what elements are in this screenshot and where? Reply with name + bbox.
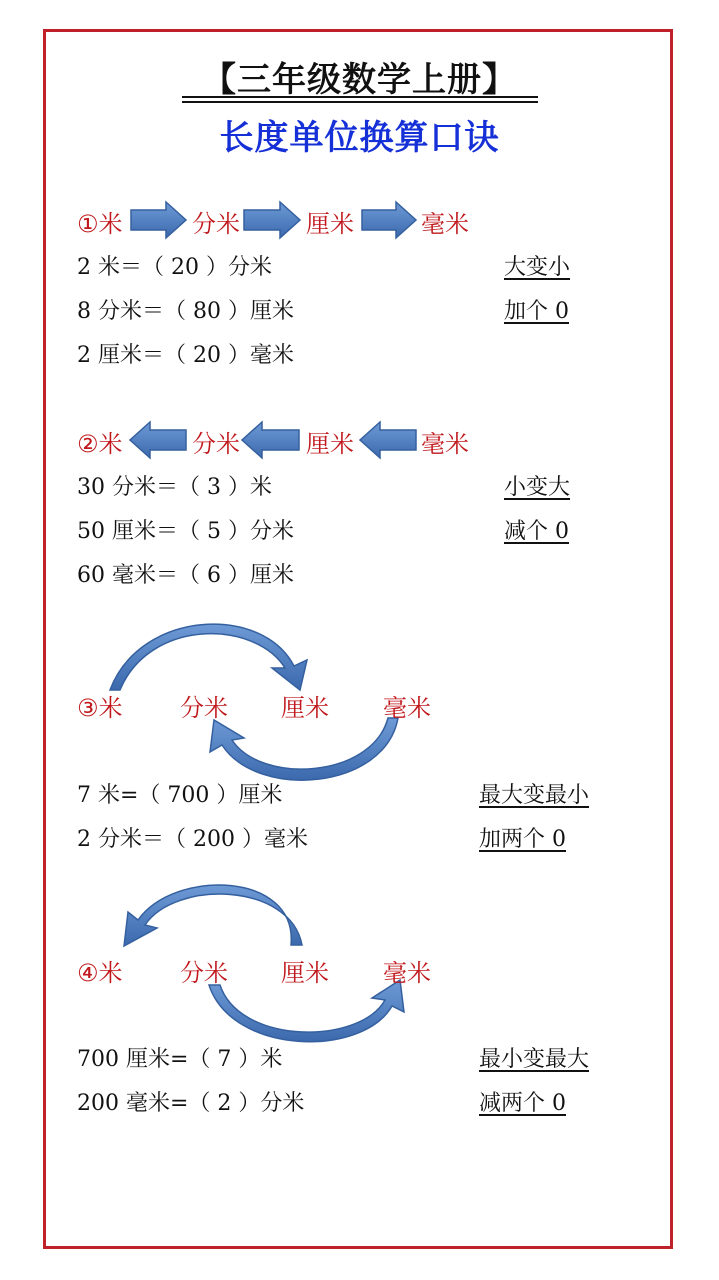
unit-label: 厘米: [281, 959, 329, 987]
curved-arrow-icon: [110, 624, 307, 690]
equation: 8 分米＝（ 80 ）厘米: [77, 299, 294, 324]
unit-label: 毫米: [383, 959, 431, 987]
unit-label: 分米: [180, 959, 228, 987]
rule-text: 加个 0: [504, 299, 569, 324]
right-arrow-icon: [244, 202, 300, 238]
equation: 2 米＝（ 20 ）分米: [77, 255, 272, 280]
page-title: 【三年级数学上册】: [202, 60, 517, 100]
right-arrow-icon: [131, 202, 186, 238]
rule-text: 加两个 0: [479, 827, 566, 852]
unit-label: 厘米: [306, 430, 354, 458]
rule-text: 最大变最小: [479, 783, 590, 808]
unit-label: 毫米: [421, 430, 469, 458]
left-arrow-icon: [360, 422, 416, 458]
equation: 2 分米＝（ 200 ）毫米: [77, 827, 308, 852]
equation: 30 分米＝（ 3 ）米: [77, 475, 272, 500]
curved-arrow-icon: [124, 885, 302, 946]
unit-label: 分米: [192, 430, 240, 458]
equation: 7 米=（ 700 ）厘米: [77, 783, 283, 808]
equation: 50 厘米＝（ 5 ）分米: [77, 519, 294, 544]
equation: 60 毫米＝（ 6 ）厘米: [77, 563, 294, 588]
unit-label: 分米: [180, 694, 228, 722]
equation: 200 毫米=（ 2 ）分米: [77, 1091, 305, 1116]
equation: 700 厘米=（ 7 ）米: [77, 1047, 283, 1072]
rule-text: 减两个 0: [479, 1091, 566, 1116]
page-subtitle: 长度单位换算口诀: [219, 118, 500, 158]
unit-label: 毫米: [383, 694, 431, 722]
unit-label: 毫米: [421, 210, 469, 238]
unit-label: 厘米: [306, 210, 354, 238]
rule-text: 大变小: [504, 255, 571, 280]
right-arrow-icon: [362, 202, 416, 238]
curved-arrow-icon: [210, 718, 398, 780]
curved-arrow-icon: [209, 980, 404, 1042]
equation: 2 厘米＝（ 20 ）毫米: [77, 343, 294, 368]
unit-label: ④米: [77, 959, 123, 987]
left-arrow-icon: [242, 422, 299, 458]
left-arrow-icon: [130, 422, 186, 458]
rule-text: 最小变最大: [479, 1047, 590, 1072]
unit-label: ①米: [77, 210, 123, 238]
unit-label: 分米: [192, 210, 240, 238]
unit-label: ③米: [77, 694, 123, 722]
rule-text: 减个 0: [504, 519, 569, 544]
unit-label: ②米: [77, 430, 123, 458]
unit-label: 厘米: [281, 694, 329, 722]
rule-text: 小变大: [504, 475, 571, 500]
